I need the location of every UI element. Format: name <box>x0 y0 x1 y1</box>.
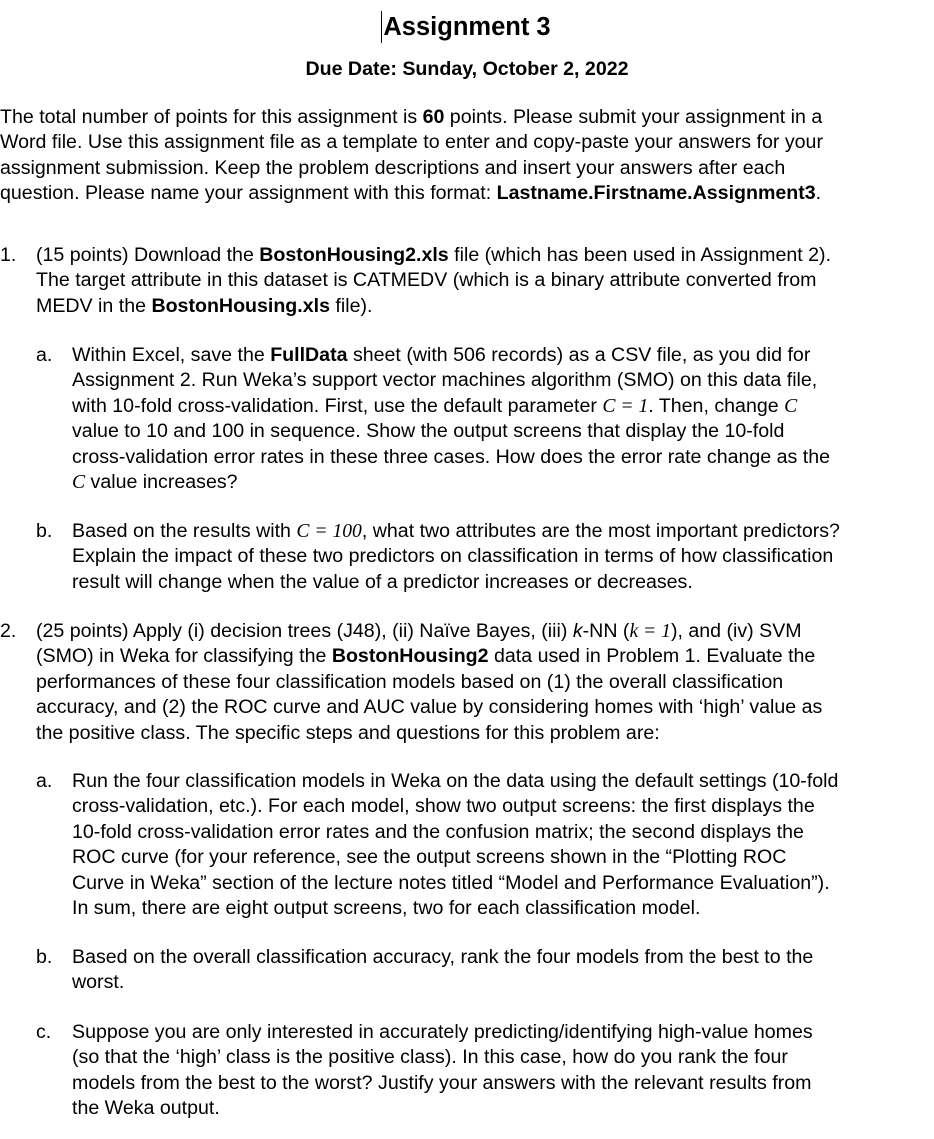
due-date: Due Date: Sunday, October 2, 2022 <box>305 58 629 80</box>
subquestion-label: a. <box>36 344 53 366</box>
subquestion-label: b. <box>36 946 53 968</box>
question-number: 1. <box>0 244 17 266</box>
subquestion-text: Based on the overall classification accuracy, rank the four models from the best to the worst. <box>72 946 814 994</box>
question-text: (25 points) Apply (i) decision trees (J48), (ii) Naïve Bayes, (iii) k-NN (k = 1), and (iv) SVM (SMO) in Weka for classifying the BostonHousing2 data used in Problem 1. Evaluate the performances of these four classification models based on (1) the overall classification accuracy, and (2) the ROC curve and AUC value by considering homes with ‘high’ value as the positive class. The specific steps and questions for this problem are: <box>36 620 823 744</box>
question-number: 2. <box>0 620 17 642</box>
subquestion-label: c. <box>36 1021 52 1043</box>
question-text: (15 points) Download the BostonHousing2.xls file (which has been used in Assignment 2). The target attribute in this dataset is CATMEDV (which is a binary attribute converted from MEDV in the BostonHousing.xls file). <box>36 244 832 317</box>
subquestion-text: Based on the results with C = 100, what two attributes are the most important predictors? Explain the impact of these two predictors on classification in terms of how classification result will change when the value of a predictor increases or decreases. <box>72 520 840 593</box>
subquestion-label: a. <box>36 770 53 792</box>
page-title: Assignment 3 <box>383 13 551 41</box>
subquestion-text: Within Excel, save the FullData sheet (with 506 records) as a CSV file, as you did for Assignment 2. Run Weka’s support vector machines algorithm (SMO) on this data file, with 10-fold cross-validation. First, use the default parameter C = 1. Then, change C value to 10 and 100 in sequence. Show the output screens that display the 10-fold cross-validation error rates in these three cases. How does the error rate change as the C value increases? <box>72 344 831 493</box>
subquestion-label: b. <box>36 520 53 542</box>
subquestion-text: Run the four classification models in Weka on the data using the default settings (10-fold cross-validation, etc.). For each model, show two output screens: the first displays the 10-fold cross-validation error rates and the confusion matrix; the second displays the ROC curve (for your reference, see the output screens shown in the “Plotting ROC Curve in Weka” section of the lecture notes titled “Model and Performance Evaluation”). In sum, there are eight output screens, two for each classification model. <box>72 770 839 919</box>
intro-paragraph: The total number of points for this assignment is 60 points. Please submit your assignment in a Word file. Use this assignment file as a template to enter and copy-paste your answers for your assignment submission. Keep the problem descriptions and insert your answers after each question. Please name your assignment with this format: Lastname.Firstname.Assignment3. <box>0 106 823 205</box>
subquestion-text: Suppose you are only interested in accurately predicting/identifying high-value homes (so that the ‘high’ class is the positive class). In this case, how do you rank the four models from the best to the worst? Justify your answers with the relevant results from the Weka output. <box>72 1021 813 1120</box>
